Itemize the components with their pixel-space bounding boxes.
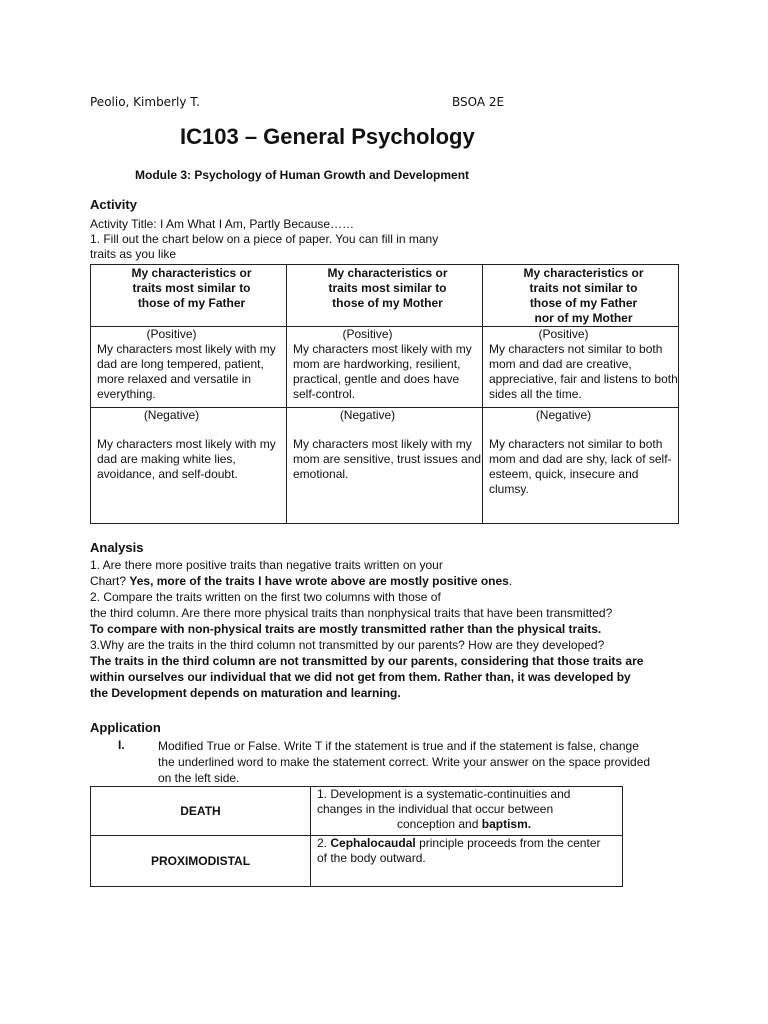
analysis-a3-line1: The traits in the third column are not transmitted by our parents, considering that those traits are	[90, 654, 644, 668]
negative-father	[91, 408, 287, 524]
activity-heading: Activity	[90, 197, 137, 212]
analysis-a3-line3: the Development depends on maturation and learning.	[90, 686, 401, 700]
traits-chart	[90, 264, 679, 524]
positive-label: (Positive)	[146, 327, 197, 341]
analysis-q1-cont: Chart?	[90, 574, 127, 588]
statement-cell-1	[311, 787, 623, 836]
negative-mother-text: My characters most likely with my mom are sensitive, trust issues and emotional.	[293, 437, 482, 481]
traits-positive-row	[91, 327, 679, 408]
positive-neither-text: My characters not similar to both mom and dad are creative, appreciative, fair and listens to both sides all the time.	[489, 342, 678, 401]
negative-neither	[483, 408, 679, 524]
answer-cell-2	[91, 836, 311, 887]
analysis-q2-cont: the third column. Are there more physical traits than nonphysical traits that have been transmitted?	[90, 606, 613, 620]
application-roman: I.	[118, 738, 125, 752]
table-row	[91, 787, 623, 836]
statement-1-line1: 1. Development is a systematic-continuities and	[317, 787, 571, 801]
statement-2-bold: Cephalocaudal	[330, 836, 416, 850]
analysis-a2: To compare with non-physical traits are mostly transmitted rather than the physical traits.	[90, 622, 602, 636]
negative-neither-text: My characters not similar to both mom and dad are shy, lack of self-esteem, quick, insecure and clumsy.	[489, 437, 672, 496]
table-row	[91, 836, 623, 887]
application-instruction-3: on the left side.	[158, 771, 240, 785]
analysis-q2: 2. Compare the traits written on the first two columns with those of	[90, 590, 441, 604]
statement-1-bold: baptism.	[481, 817, 532, 831]
module-title: Module 3: Psychology of Human Growth and Development	[135, 168, 470, 182]
negative-label: (Negative)	[535, 408, 592, 422]
answer-1: DEATH	[180, 803, 221, 818]
analysis-q1: 1. Are there more positive traits than negative traits written on your	[90, 558, 443, 572]
header-mother: My characteristics or traits most similar to those of my Mother	[287, 265, 483, 327]
statement-1-line3	[317, 817, 622, 832]
statement-1-line3-text: conception and	[397, 817, 479, 831]
statement-2-rest: principle proceeds from the center	[419, 836, 601, 850]
negative-father-text: My characters most likely with my dad are making white lies, avoidance, and self-doubt.	[97, 437, 276, 481]
header-neither: My characteristics or traits not similar to those of my Father nor of my Mother	[483, 265, 679, 327]
statement-2-line2: of the body outward.	[317, 851, 426, 865]
answer-cell-1	[91, 787, 311, 836]
analysis-a3-line2: within ourselves our individual that we did not get from them. Rather than, it was developed by	[90, 670, 631, 684]
header-father: My characteristics or traits most similar to those of my Father	[91, 265, 287, 327]
analysis-heading: Analysis	[90, 540, 144, 555]
statement-2-number: 2.	[317, 836, 328, 850]
student-name: Peolio, Kimberly T.	[90, 95, 200, 109]
section-label: BSOA 2E	[452, 95, 505, 109]
statement-2-line1	[317, 836, 622, 851]
answer-2: PROXIMODISTAL	[150, 853, 251, 868]
traits-header-row	[91, 265, 679, 327]
positive-label: (Positive)	[342, 327, 393, 341]
page-title: IC103 – General Psychology	[180, 124, 475, 149]
negative-label: (Negative)	[143, 408, 200, 422]
positive-label: (Positive)	[538, 327, 589, 341]
analysis-a1: Yes, more of the traits I have wrote above are mostly positive ones	[129, 574, 509, 588]
application-instruction-2: the underlined word to make the statement correct. Write your answer on the space provided	[158, 755, 651, 769]
application-instruction-1: Modified True or False. Write T if the statement is true and if the statement is false, change	[158, 739, 639, 753]
statement-1-line2: changes in the individual that occur between	[317, 802, 554, 816]
application-heading: Application	[90, 720, 161, 735]
traits-negative-row	[91, 408, 679, 524]
activity-title: Activity Title: I Am What I Am, Partly Because……	[90, 217, 355, 231]
positive-neither	[483, 327, 679, 408]
analysis-q3: 3.Why are the traits in the third column not transmitted by our parents? How are they developed?	[90, 638, 605, 652]
analysis-q1-answer-line: Chart? Yes, more of the traits I have wrote above are mostly positive ones.	[90, 574, 513, 588]
positive-father-text: My characters most likely with my dad are long tempered, patient, more relaxed and versatile in everything.	[97, 342, 276, 401]
statement-cell-2	[311, 836, 623, 887]
activity-instruction-cont: traits as you like	[90, 247, 177, 261]
negative-label: (Negative)	[339, 408, 396, 422]
true-false-table	[90, 786, 623, 887]
negative-mother	[287, 408, 483, 524]
activity-instruction: 1. Fill out the chart below on a piece of paper. You can fill in many	[90, 232, 439, 246]
positive-mother-text: My characters most likely with my mom are hardworking, resilient, practical, gentle and does have self-control.	[293, 342, 472, 401]
